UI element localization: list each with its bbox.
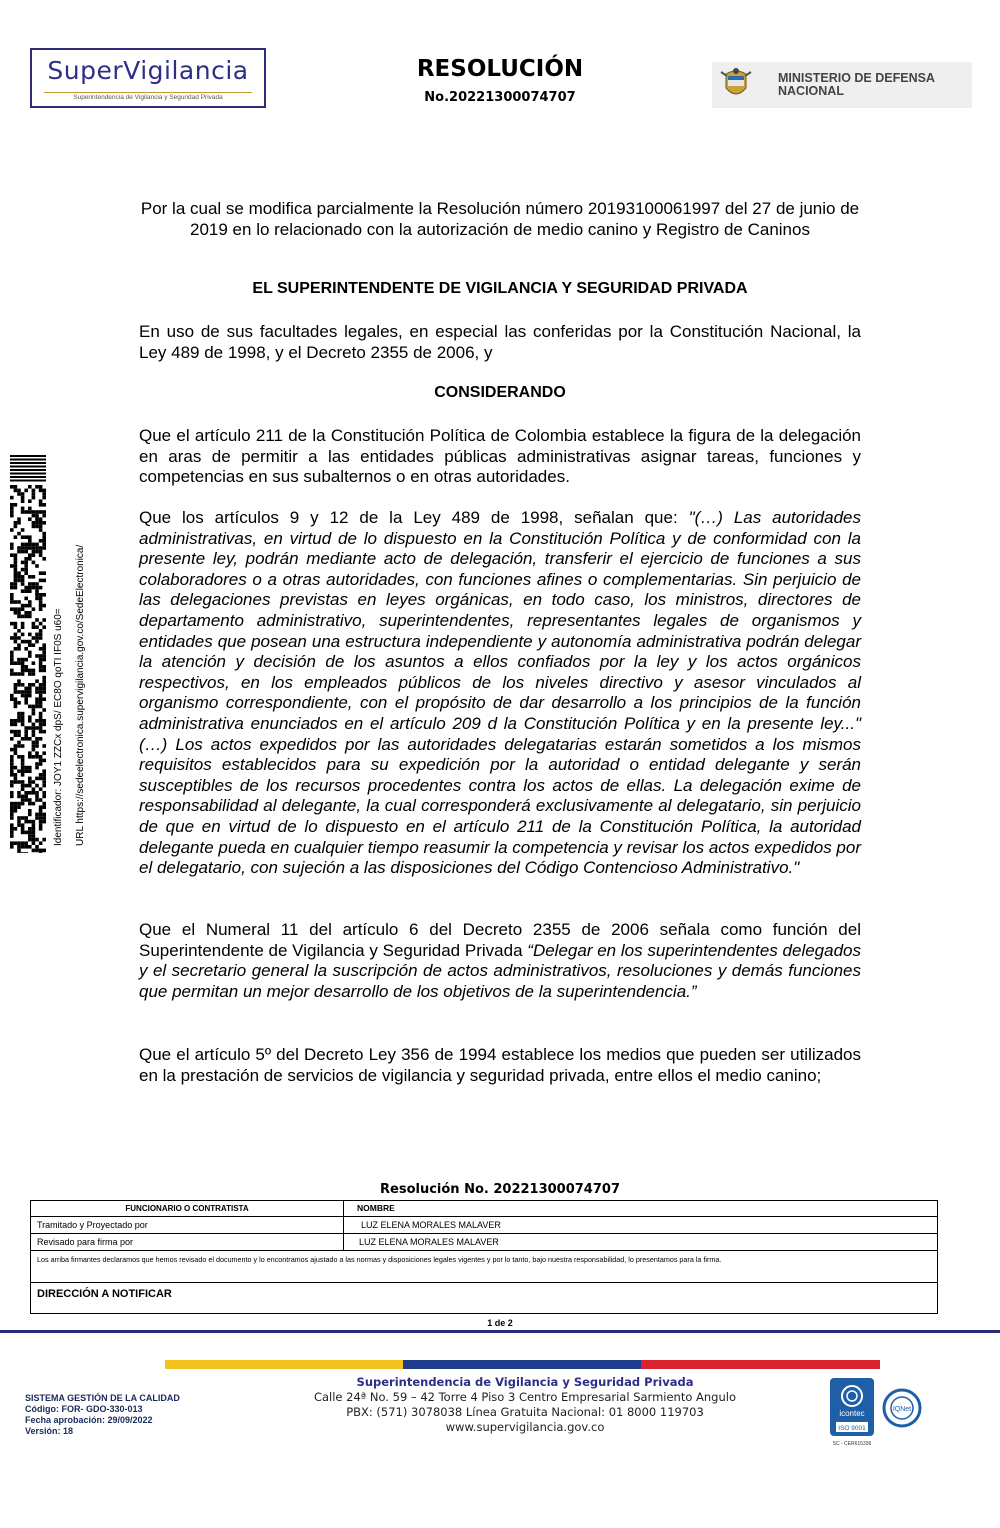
- paragraph-text: Que los artículos 9 y 12 de la Ley 489 de 1998, señalan que:: [139, 508, 689, 527]
- signature-table: [30, 1200, 938, 1314]
- faculties-paragraph: En uso de sus facultades legales, en especial las conferidas por la Constitución Nacional, la Ley 489 de 1998, y el Decreto 2355 de 2006, y: [139, 322, 861, 362]
- table-header-name: NOMBRE: [357, 1203, 395, 1213]
- signers-declaration: Los arriba firmantes declaramos que hemos revisado el documento y lo encontramos ajustado a las normas y disposiciones legales vigentes y por lo tanto, bajo nuestra responsabilidad, lo presentamos para la firma.: [37, 1255, 722, 1264]
- issuing-authority: EL SUPERINTENDENTE DE VIGILANCIA Y SEGURIDAD PRIVADA: [252, 280, 748, 297]
- table-row-role: Revisado para firma por: [37, 1237, 134, 1247]
- icontec-iso-seal-icon: [826, 1378, 926, 1448]
- legal-quote: “Delegar en los superintendentes delegados y el secretario general la suscripción de actos administrativos, resoluciones y demás funciones que permitan un mejor desarrollo de los objetivos de la superintendencia.”: [139, 940, 861, 1001]
- considerando-heading: CONSIDERANDO: [434, 384, 566, 401]
- icontec-label: icontec: [839, 1409, 865, 1418]
- paragraph-decreto-2355: [139, 920, 861, 1002]
- logo-divider: [44, 92, 252, 93]
- document-title: RESOLUCIÓN: [416, 56, 584, 82]
- iso-label: ISO 9001: [838, 1425, 866, 1432]
- verification-barcode: [8, 455, 48, 853]
- cert-code: SC - CER615336: [832, 1441, 872, 1447]
- certification-seals: [826, 1378, 926, 1448]
- table-row-name: LUZ ELENA MORALES MALAVER: [359, 1237, 499, 1247]
- ministry-name: MINISTERIO DE DEFENSA NACIONAL: [778, 71, 935, 98]
- document-identifier: Identificador: JOY1 ZZCx dpS/ EC8O qoTI IF0S u60=: [53, 608, 64, 846]
- verification-url[interactable]: URL https://sedeelectronica.supervigilancia.gov.co/SedeElectronica/: [75, 544, 86, 846]
- resolution-intro: Por la cual se modifica parcialmente la Resolución número 20193100061997 del 27 de junio de 2019 en lo relacionado con la autorización de medio canino y Registro de Caninos: [140, 199, 860, 239]
- flag-stripe-blue: [403, 1360, 641, 1369]
- quality-system-title: SISTEMA GESTIÓN DE LA CALIDAD: [25, 1393, 180, 1403]
- paragraph-text: Que el Numeral 11 del artículo 6 del Decreto 2355 de 2006 señala como función del Superintendente de Vigilancia y Seguridad Privada: [139, 920, 861, 960]
- paragraph-article-211: Que el artículo 211 de la Constitución Política de Colombia establece la figura de la delegación en aras de permitir a las entidades públicas administrativas asignar tareas, funciones y competencias en sus subalternos o en otras autoridades.: [139, 426, 861, 487]
- colombia-coat-of-arms-icon: [718, 66, 754, 104]
- entity-address: Calle 24ª No. 59 – 42 Torre 4 Piso 3 Centro Empresarial Sarmiento Angulo: [313, 1390, 737, 1404]
- quality-version: Versión: 18: [25, 1426, 74, 1436]
- footer-divider: [0, 1330, 1000, 1333]
- quality-system-info: [25, 1393, 180, 1437]
- table-header-role: FUNCIONARIO O CONTRATISTA: [125, 1204, 249, 1213]
- table-row-role: Tramitado y Proyectado por: [37, 1220, 148, 1230]
- ministry-logo: [712, 62, 972, 108]
- supervigilancia-logo: [30, 48, 266, 108]
- table-row-name: LUZ ELENA MORALES MALAVER: [361, 1220, 501, 1230]
- notify-address-label: DIRECCIÓN A NOTIFICAR: [37, 1288, 172, 1300]
- flag-stripe-red: [641, 1360, 880, 1369]
- page-number: 1 de 2: [487, 1318, 513, 1328]
- logo-subtitle: Superintendencia de Vigilancia y Seguridad Privada: [73, 94, 223, 101]
- iqnet-label: IQNet: [892, 1406, 912, 1413]
- quality-approval-date: Fecha aprobación: 29/09/2022: [25, 1415, 153, 1425]
- footer-resolution-number: Resolución No. 20221300074707: [380, 1182, 620, 1197]
- entity-name: Superintendencia de Vigilancia y Seguridad Privada: [356, 1375, 694, 1389]
- entity-website[interactable]: www.supervigilancia.gov.co: [445, 1420, 605, 1434]
- resolution-number: No.20221300074707: [424, 90, 576, 105]
- paragraph-ley-489: [139, 508, 861, 879]
- flag-stripe-yellow: [165, 1360, 403, 1369]
- entity-phone: PBX: (571) 3078038 Línea Gratuita Nacional: 01 8000 119703: [346, 1405, 704, 1419]
- legal-quote: "(…) Las autoridades administrativas, en virtud de lo dispuesto en la Constitución Política y de conformidad con la presente ley, podrán mediante acto de delegación, transferir el ejercicio de funciones a sus colaboradores o a otras autoridades, con funciones afines o complementarias. Sin perjuicio de las delegaciones previstas en leyes orgánicas, en todo caso, los ministros, directores de departamento administrativo, superintendentes, representantes legales de organismos y entidades que posean una estructura independiente y autonomía administrativa podrán delegar la atención y decisión de los asuntos a ellos confiados por la ley y los actos orgánicos respectivos, en los empleados públicos de los niveles directivo y asesor vinculados al organismo correspondiente, con el propósito de dar desarrollo a los principios de la función administrativa enunciados en el artículo 209 d la Constitución Política y en la presente ley..." (…) Los actos expedidos por las autoridades delegatarias estarán sometidos a los mismos requisitos establecidos para su expedición por la autoridad o entidad delegante y serán susceptibles de los recursos procedentes contra los actos de ellas. La delegación exime de responsabilidad al delegante, la cual corresponderá exclusivamente al delegatario, sin perjuicio de que en virtud de lo dispuesto en el artículo 211 de la Constitución Política, la autoridad delegante pueda en cualquier tiempo reasumir la competencia y revisar los actos expedidos por el delegatario, con sujeción a las disposiciones del Código Contencioso Administrativo.": [139, 508, 861, 878]
- quality-code: Código: FOR- GDO-330-013: [25, 1404, 143, 1414]
- logo-text: SuperVigilancia: [47, 56, 249, 85]
- paragraph-decreto-356: Que el artículo 5º del Decreto Ley 356 de 1994 establece los medios que pueden ser utilizados en la prestación de servicios de vigilancia y seguridad privada, entre ellos el medio canino;: [139, 1045, 861, 1085]
- entity-contact-info: [300, 1375, 750, 1435]
